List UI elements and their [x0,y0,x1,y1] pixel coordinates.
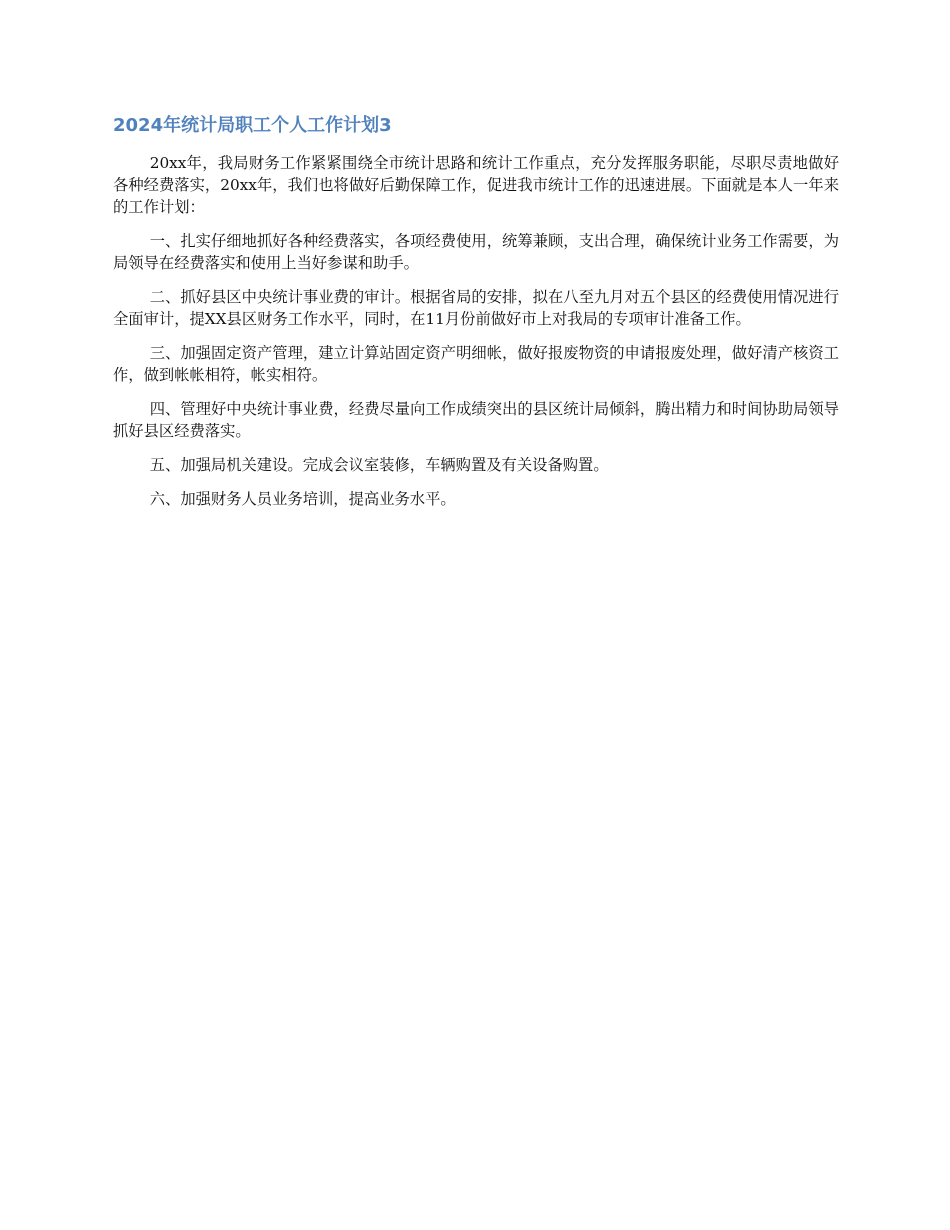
paragraph-intro: 20xx年，我局财务工作紧紧围绕全市统计思路和统计工作重点，充分发挥服务职能，尽职尽责地做好各种经费落实，20xx年，我们也将做好后勤保障工作，促进我市统计工作的迅速进展。下面就是本人一年来的工作计划： [113,154,839,216]
paragraph-item-6: 六、加强财务人员业务培训，提高业务水平。 [149,490,456,508]
document-body [113,112,839,522]
document-title: 2024年统计局职工个人工作计划3 [113,115,392,136]
paragraph-item-2: 二、抓好县区中央统计事业费的审计。根据省局的安排，拟在八至九月对五个县区的经费使用情况进行全面审计，提XX县区财务工作水平，同时，在11月份前做好市上对我局的专项审计准备工作。 [113,288,839,328]
paragraph-item-1: 一、扎实仔细地抓好各种经费落实，各项经费使用，统筹兼顾，支出合理，确保统计业务工作需要，为局领导在经费落实和使用上当好参谋和助手。 [113,232,839,272]
paragraph-item-3: 三、加强固定资产管理，建立计算站固定资产明细帐，做好报废物资的申请报废处理，做好清产核资工作，做到帐帐相符，帐实相符。 [113,344,839,384]
paragraph-item-4: 四、管理好中央统计事业费，经费尽量向工作成绩突出的县区统计局倾斜，腾出精力和时间协助局领导抓好县区经费落实。 [113,400,839,440]
paragraph-item-5: 五、加强局机关建设。完成会议室装修，车辆购置及有关设备购置。 [149,456,609,474]
